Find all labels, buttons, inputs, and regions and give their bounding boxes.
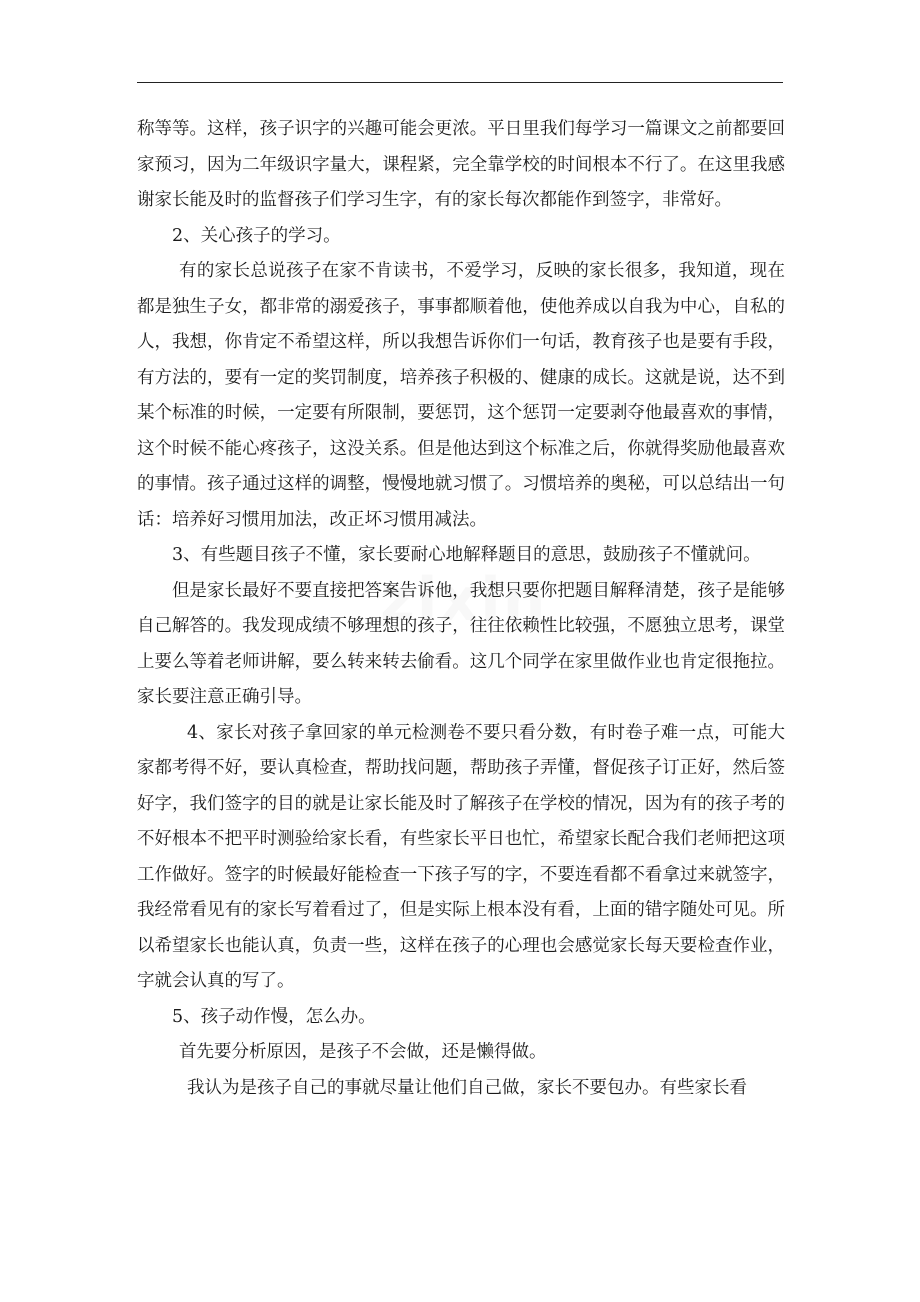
- document-body: [137, 112, 785, 1106]
- paragraph-2: 有的家长总说孩子在家不肯读书，不爱学习，反映的家长很多，我知道，现在都是独生子女，都非常的溺爱孩子，事事都顺着他，使他养成以自我为中心，自私的人，我想，你肯定不希望这样，所以我想告诉你们一句话，教育孩子也是要有手段，有方法的，要有一定的奖罚制度，培养孩子积极的、健康的成长。这就是说，达不到某个标准的时候，一定要有所限制，要惩罚，这个惩罚一定要剥夺他最喜欢的事情，这个时候不能心疼孩子，这没关系。但是他达到这个标准之后，你就得奖励他最喜欢的事情。孩子通过这样的调整，慢慢地就习惯了。习惯培养的奥秘，可以总结出一句话：培养好习惯用加法，改正坏习惯用减法。: [137, 261, 785, 530]
- paragraph-5a: 首先要分析原因，是孩子不会做，还是懒得做。: [179, 1042, 547, 1062]
- heading-point-2: 2、关心孩子的学习。: [172, 225, 341, 246]
- paragraph-5b: 我认为是孩子自己的事就尽量让他们自己做，家长不要包办。有些家长看: [187, 1077, 747, 1098]
- paragraph-3: 但是家长最好不要直接把答案告诉他，我想只要你把题目解释清楚，孩子是能够自己解答的。我发现成绩不够理想的孩子，往往依赖性比较强，不愿独立思考，课堂上要么等着老师讲解，要么转来转去偷看。这几个同学在家里做作业也肯定很拖拉。家长要注意正确引导。: [137, 580, 785, 707]
- watermark: zixin: [380, 565, 548, 635]
- header-rule: [137, 82, 783, 83]
- heading-point-3: 3、有些题目孩子不懂，家长要耐心地解释题目的意思，鼓励孩子不懂就问。: [172, 545, 761, 565]
- paragraph-point-4: 4、家长对孩子拿回家的单元检测卷不要只看分数，有时卷子难一点，可能大家都考得不好，要认真检查，帮助找问题，帮助孩子弄懂，督促孩子订正好，然后签好字，我们签字的目的就是让家长能及时了解孩子在学校的情况，因为有的孩子考的不好根本不把平时测验给家长看，有些家长平日也忙，希望家长配合我们老师把这项工作做好。签字的时候最好能检查一下孩子写的字，不要连看都不看拿过来就签字，我经常看见有的家长写着看过了，但是实际上根本没有看，上面的错字随处可见。所以希望家长也能认真，负责一些，这样在孩子的心理也会感觉家长每天要检查作业，字就会认真的写了。: [137, 722, 785, 991]
- paragraph-1: 称等等。这样，孩子识字的兴趣可能会更浓。平日里我们每学习一篇课文之前都要回家预习，因为二年级识字量大，课程紧，完全靠学校的时间根本不行了。在这里我感谢家长能及时的监督孩子们学习生字，有的家长每次都能作到签字，非常好。: [137, 119, 785, 210]
- heading-point-5: 5、孩子动作慢，怎么办。: [172, 1006, 376, 1027]
